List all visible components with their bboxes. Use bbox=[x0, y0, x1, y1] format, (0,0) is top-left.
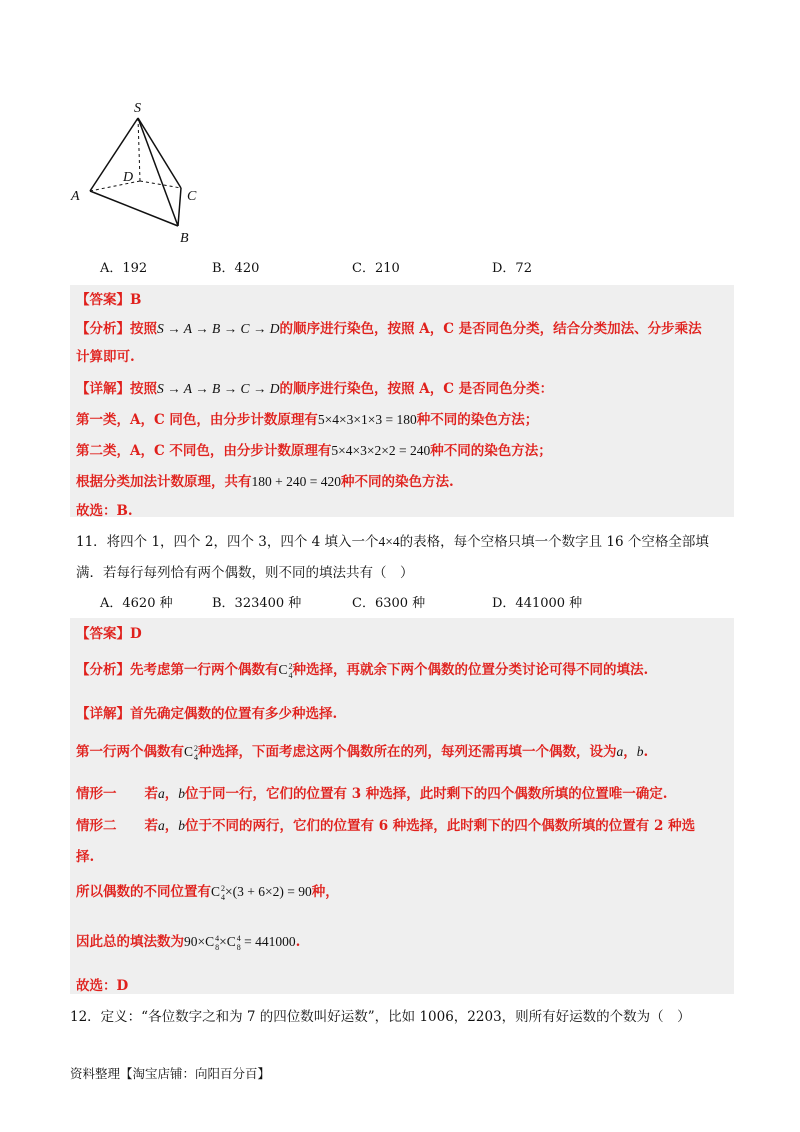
q11-analysis: 【分析】先考虑第一行两个偶数有 C 2 4 种选择，再就余下两个偶数的位置分类讨论可得不同的填法. bbox=[76, 662, 649, 680]
q11-answer: 【答案】D bbox=[76, 626, 142, 642]
q10-answer-block bbox=[70, 285, 734, 517]
q10-analysis-line2: 计算即可. bbox=[76, 349, 135, 365]
q11-positions: 所以偶数的不同位置有 C 2 4 ×(3 + 6×2) = 90种， bbox=[76, 884, 339, 902]
q11-option-d: D．441000 种 bbox=[492, 596, 583, 611]
q11-detail-head: 【详解】首先确定偶数的位置有多少种选择. bbox=[76, 706, 338, 722]
q10-sum: 根据分类加法计数原理，共有180 + 240 = 420种不同的染色方法. bbox=[76, 474, 454, 490]
q11-option-b: B．323400 种 bbox=[212, 596, 302, 611]
pyramid-figure bbox=[66, 96, 216, 246]
footer: 资料整理【淘宝店铺：向阳百分百】 bbox=[70, 1066, 271, 1081]
q10-option-c: C．210 bbox=[352, 261, 400, 276]
q10-case1: 第一类，A，C 同色，由分步计数原理有5×4×3×1×3 = 180种不同的染色方法； bbox=[76, 412, 539, 428]
label-d: D bbox=[123, 170, 134, 185]
q11-option-a: A．4620 种 bbox=[100, 596, 173, 611]
q10-answer: 【答案】B bbox=[76, 292, 142, 308]
label-b: B bbox=[180, 231, 189, 246]
q12-line1: 12．定义：“各位数字之和为 7 的四位数叫好运数”，比如 1006，2203，则所有好运数的个数为（ ） bbox=[70, 1009, 691, 1025]
label-s: S bbox=[134, 101, 141, 116]
q11-answer-block bbox=[70, 618, 734, 994]
q10-analysis: 【分析】按照S → A → B → C → D的顺序进行染色，按照 A，C 是否同色分类，结合分类加法、分步乘法 bbox=[76, 321, 702, 337]
q11-choose: 故选：D bbox=[76, 978, 129, 994]
q11-case1: 情形一 若a，b位于同一行，它们的位置有 3 种选择，此时剩下的四个偶数所填的位置唯一确定. bbox=[76, 786, 668, 802]
label-a: A bbox=[71, 189, 80, 204]
q10-case2: 第二类，A，C 不同色，由分步计数原理有5×4×3×2×2 = 240种不同的染色方法； bbox=[76, 443, 552, 459]
q11-total: 因此总的填法数为90× C 4 8 × C 4 8 = 441000. bbox=[76, 934, 301, 952]
q11-row1: 第一行两个偶数有 C 2 4 种选择，下面考虑这两个偶数所在的列，每列还需再填一个偶数，设为a，b. bbox=[76, 744, 649, 762]
q10-option-d: D．72 bbox=[492, 261, 532, 276]
q11-case2: 情形二 若a，b位于不同的两行，它们的位置有 6 种选择，此时剩下的四个偶数所填的位置有 2 种选 bbox=[76, 818, 696, 834]
comb-c42: C 2 4 bbox=[278, 662, 293, 680]
q11-case2-line2: 择. bbox=[76, 849, 95, 865]
q10-choose: 故选：B. bbox=[76, 503, 133, 519]
q11-option-c: C．6300 种 bbox=[352, 596, 426, 611]
q11-line2: 满．若每行每列恰有两个偶数，则不同的填法共有（ ） bbox=[76, 565, 414, 581]
q11-line1: 11．将四个 1，四个 2，四个 3，四个 4 填入一个4×4的表格，每个空格只填一个数字且 16 个空格全部填 bbox=[76, 534, 709, 550]
q10-detail: 【详解】按照S → A → B → C → D的顺序进行染色，按照 A，C 是否同色分类： bbox=[76, 381, 554, 397]
label-c: C bbox=[187, 189, 197, 204]
q10-option-a: A．192 bbox=[100, 261, 148, 276]
q10-option-b: B．420 bbox=[212, 261, 260, 276]
